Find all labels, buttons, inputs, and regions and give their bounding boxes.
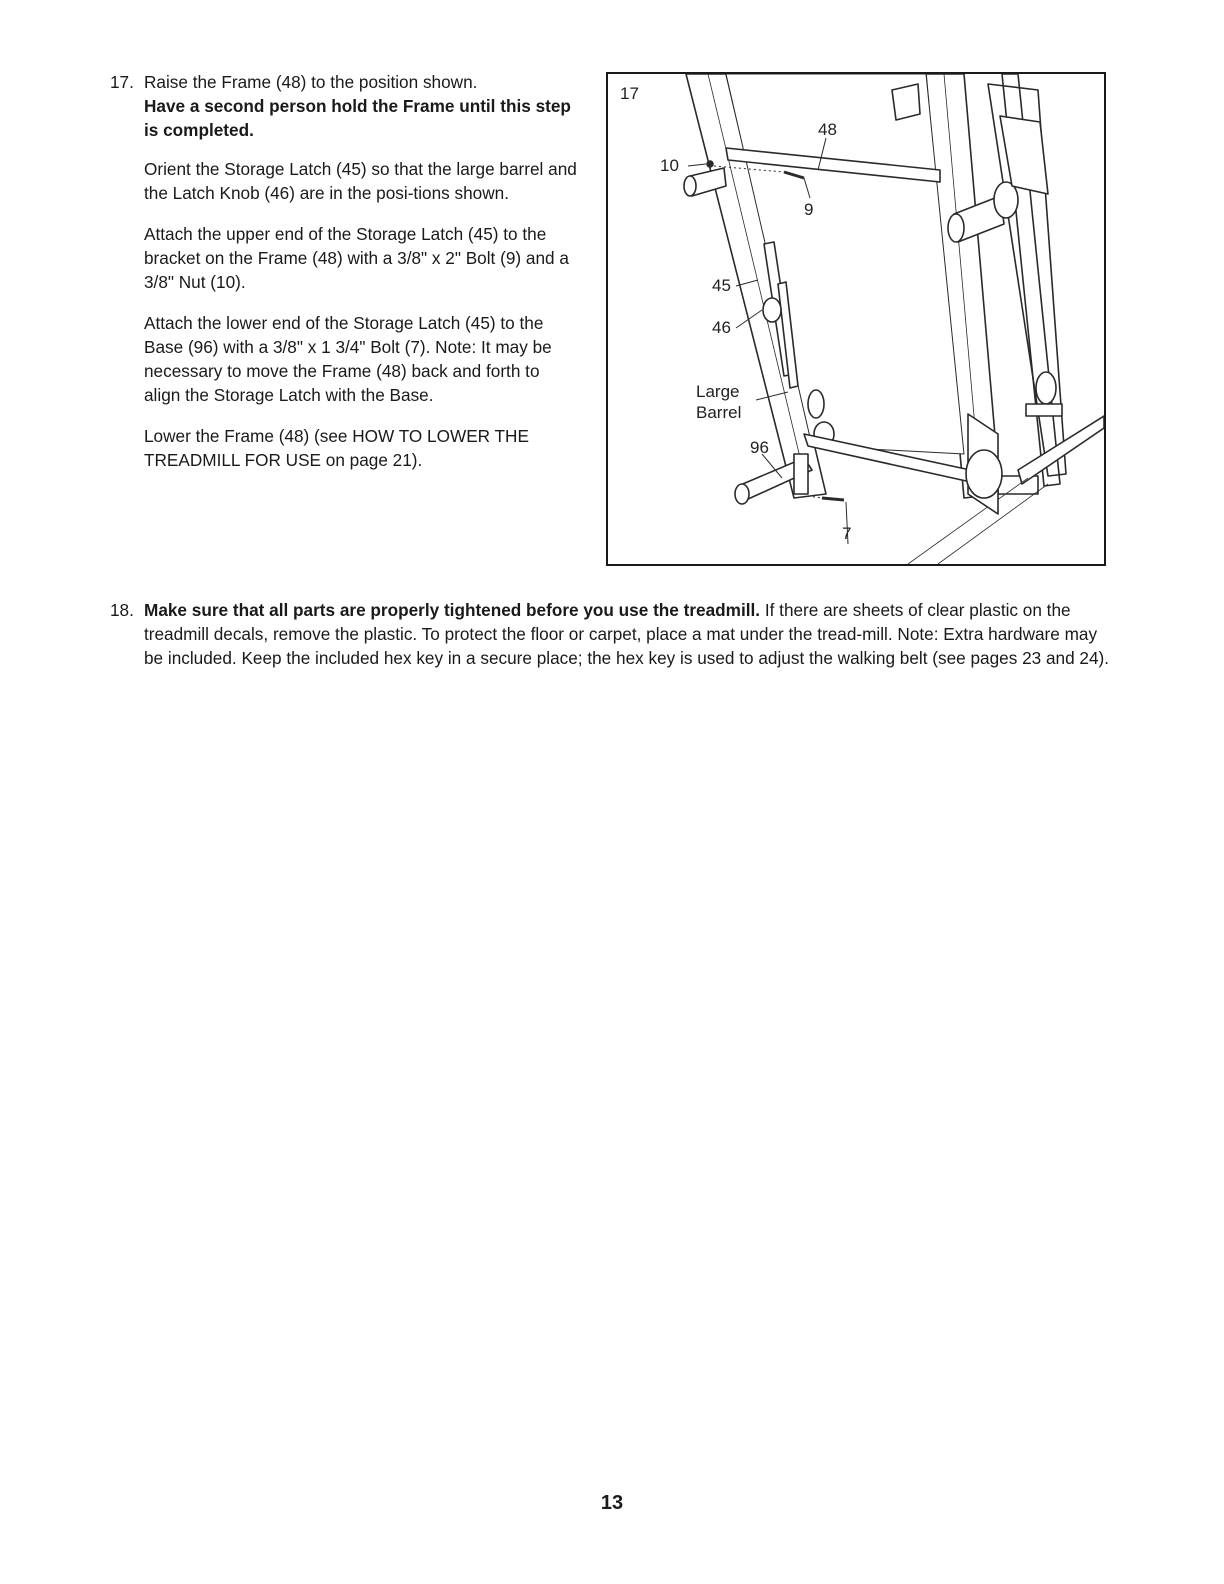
step-17-intro-block (144, 70, 580, 142)
callout-9: 9 (804, 200, 814, 219)
step-18-number: 18. (110, 600, 134, 620)
nut-10 (707, 161, 713, 167)
callout-46: 46 (712, 318, 731, 337)
step-17-number: 17. (110, 72, 134, 92)
treadmill-illustration (608, 74, 1104, 564)
step-18 (110, 598, 1110, 670)
callout-barrel: Barrel (696, 403, 742, 422)
assembly-figure (606, 72, 1106, 566)
step-17-lower: Attach the lower end of the Storage Latch (45) to the Base (96) with a 3/8" x 1 3/4" Bolt (7). Note: It may be necessary to move the Frame (48) back and forth to align the Storage Latch with the Base. (144, 313, 552, 405)
step-18-body (144, 598, 1110, 670)
step-17 (110, 70, 580, 489)
step-17-lower-frame: Lower the Frame (48) (see HOW TO LOWER THE TREADMILL FOR USE on page 21). (144, 426, 529, 470)
callout-7: 7 (842, 524, 852, 543)
callout-48: 48 (818, 120, 837, 139)
callout-10: 10 (660, 156, 679, 175)
callout-45: 45 (712, 276, 731, 295)
step-17-intro: Raise the Frame (48) to the position shown. (144, 72, 478, 92)
step-18-text: If there are sheets of clear plastic on the treadmill decals, remove the plastic. To protect the floor or carpet, place a mat under the tread-mill. Note: Extra hardware may be included. Keep the included hex key in a secure place; the hex key is used to adjust the walking belt (see pages 23 and 24). (144, 600, 1110, 668)
step-17-warning: Have a second person hold the Frame until this step is completed. (144, 96, 571, 140)
callout-96: 96 (750, 438, 769, 457)
latch-knob (763, 298, 781, 322)
callout-large: Large (696, 382, 740, 401)
step-17-upper: Attach the upper end of the Storage Latch (45) to the bracket on the Frame (48) with a 3/8" x 2" Bolt (9) and a 3/8" Nut (10). (144, 224, 569, 292)
step-18-bold-text: Make sure that all parts are properly tightened before you use the treadmill. (144, 600, 761, 620)
page-number: 13 (600, 1492, 624, 1514)
bolt-7 (822, 498, 844, 500)
figure-step-label: 17 (620, 84, 639, 103)
step-17-orient: Orient the Storage Latch (45) so that the large barrel and the Latch Knob (46) are in the posi-tions shown. (144, 159, 577, 203)
